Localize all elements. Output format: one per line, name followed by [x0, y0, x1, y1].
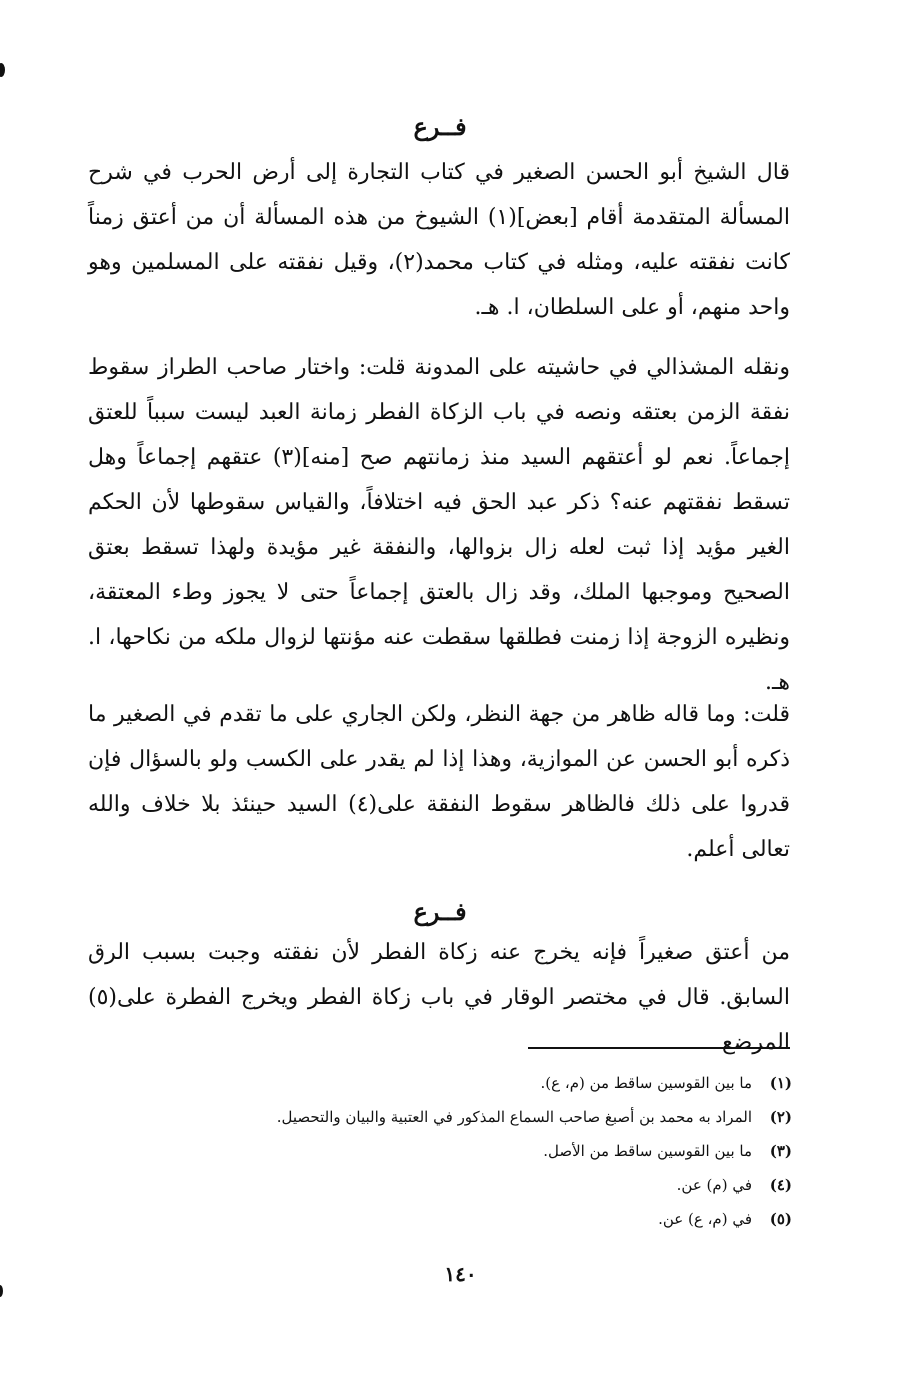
footnote-item — [150, 1134, 792, 1168]
paragraph-1: قال الشيخ أبو الحسن الصغير في كتاب التجارة إلى أرض الحرب في شرح المسألة المتقدمة أقام [بعض](١) الشيوخ من هذه المسألة أن من أعتق زمناً كانت نفقته عليه، ومثله في كتاب محمد(٢)، وقيل نفقته على المسلمين وهو واحد منهم، أو على السلطان، ا. هـ. — [88, 160, 790, 320]
paragraph-4: من أعتق صغيراً فإنه يخرج عنه زكاة الفطر لأن نفقته وجبت بسبب الرق السابق. قال في مختصر الوقار في باب زكاة الفطر ويخرج الفطرة على(٥) المرضع — [88, 940, 791, 1055]
page-number: ١٤٠ — [444, 1262, 477, 1286]
footnote-number: (٢) — [769, 1108, 792, 1126]
footnote-item — [150, 1066, 792, 1100]
section-heading-first: فــرع — [413, 112, 467, 141]
footnote-item — [150, 1100, 792, 1134]
paragraph-2: ونقله المشذالي في حاشيته على المدونة قلت: واختار صاحب الطراز سقوط نفقة الزمن بعتقه ونصه في باب الزكاة الفطر زمانة العبد ليست سبباً للعتق إجماعاً. نعم لو أعتقهم السيد منذ زمانتهم صح [منه](٣) عتقهم إجماعاً وهل تسقط نفقتهم عنه؟ ذكر عبد الحق فيه اختلافاً، والقياس سقوطها لأن الحكم الغير مؤيد إذا ثبت لعله زال بزوالها، والنفقة غير مؤيدة ولهذا تسقط بعتق الصحيح وموجبها الملك، وقد زال بالعتق إجماعاً حتى لا يجوز وطء المعتقة، ونظيره الزوجة إذا زمنت فطلقها سقطت عنه مؤنتها لزوال ملكه من نكاحها، ا. هـ. — [88, 355, 791, 695]
footnote-number: (١) — [769, 1074, 792, 1092]
footnote-text: ما بين القوسين ساقط من الأصل. — [543, 1142, 752, 1160]
footnote-text: في (م، ع) عن. — [658, 1210, 752, 1228]
footnote-number: (٥) — [769, 1210, 792, 1228]
footnote-item — [150, 1202, 792, 1236]
footnote-item — [150, 1168, 792, 1202]
section-heading-second: فــرع — [413, 897, 467, 926]
footnote-number: (٤) — [769, 1176, 792, 1194]
scan-mark-bottom — [0, 1285, 3, 1297]
footnotes-list — [150, 1066, 792, 1236]
paragraph-3: قلت: وما قاله ظاهر من جهة النظر، ولكن الجاري على ما تقدم في الصغير ما ذكره أبو الحسن عن الموازية، وهذا إذا لم يقدر على الكسب ولو بالسؤال فإن قدروا على ذلك فالظاهر سقوط النفقة على(٤) السيد حينئذ بلا خلاف والله تعالى أعلم. — [88, 702, 790, 862]
scan-mark-top — [0, 63, 5, 77]
footnote-separator — [528, 1047, 790, 1049]
footnote-text: المراد به محمد بن أصبغ صاحب السماع المذكور في العتبية والبيان والتحصيل. — [276, 1108, 752, 1126]
footnote-text: ما بين القوسين ساقط من (م، ع). — [540, 1074, 752, 1092]
footnote-number: (٣) — [769, 1142, 792, 1160]
footnote-text: في (م) عن. — [676, 1176, 752, 1194]
